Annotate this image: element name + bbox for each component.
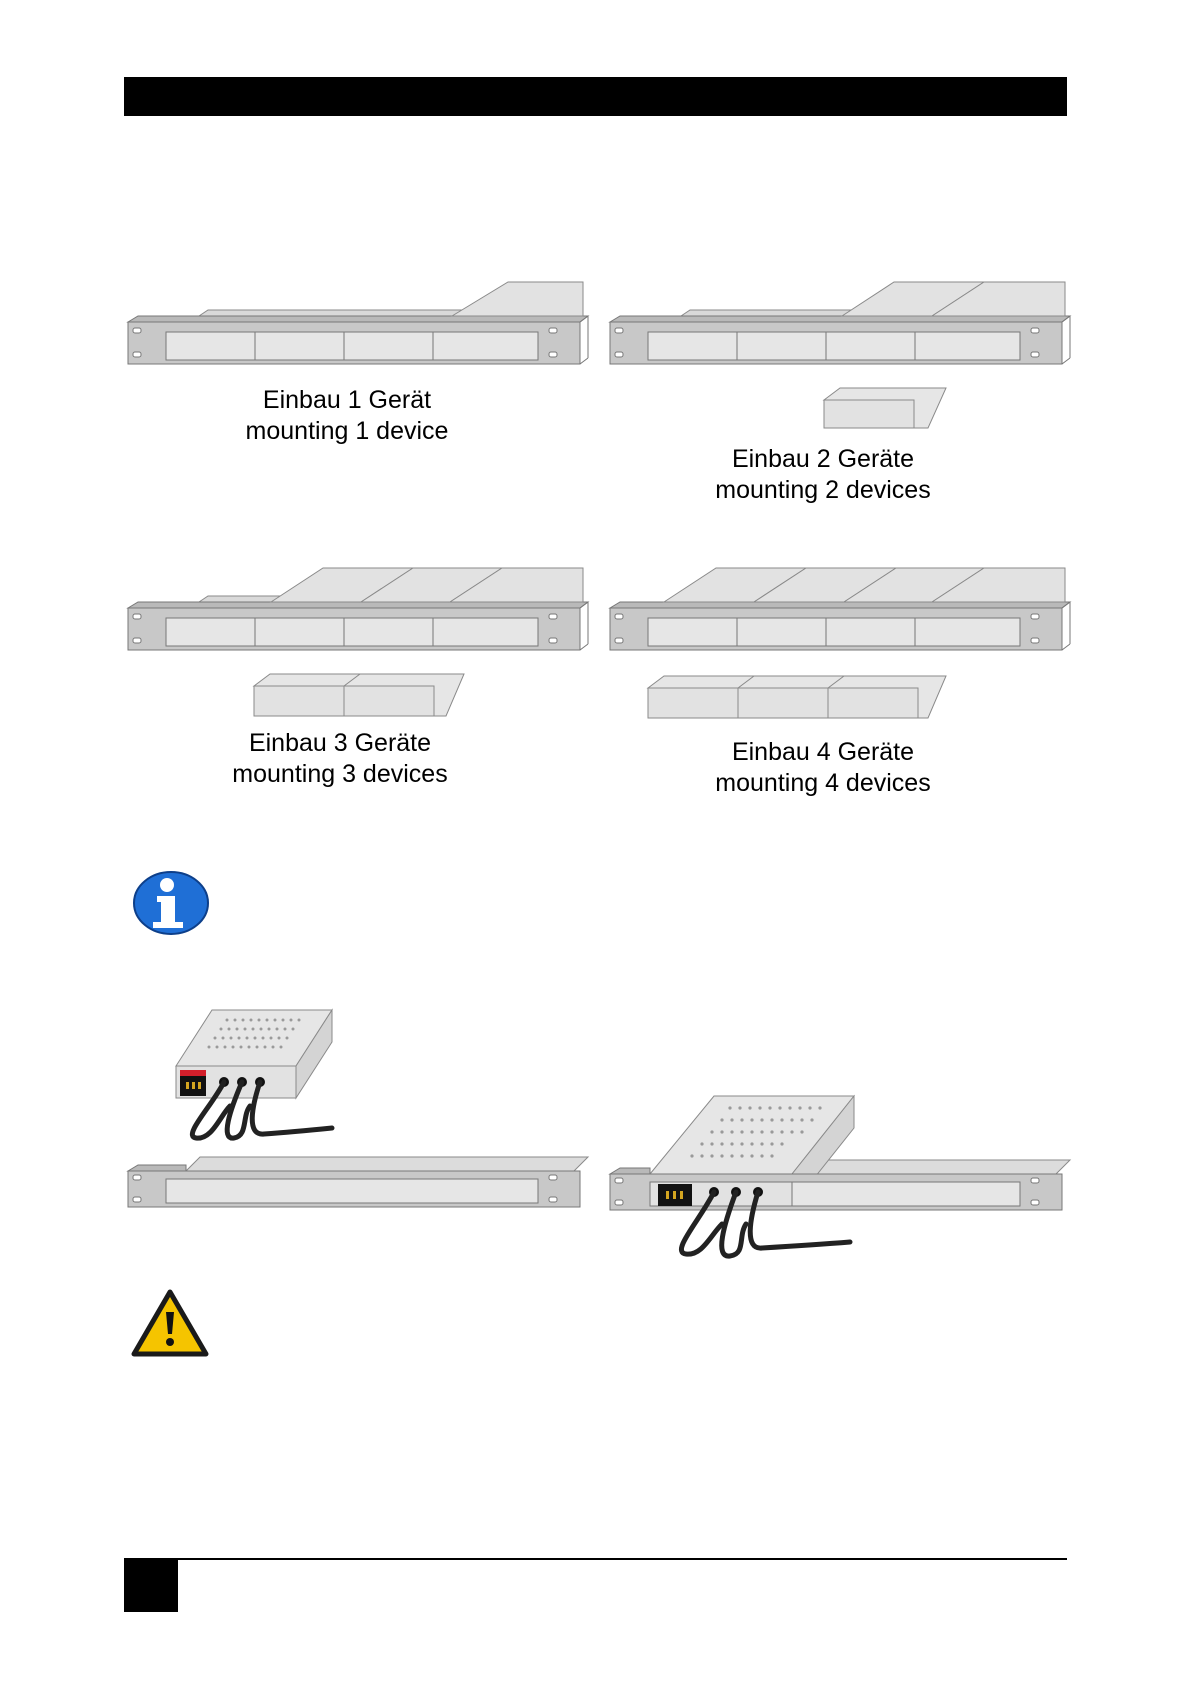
rack-tray-right-installed bbox=[610, 1140, 1070, 1270]
caption-mount-2 bbox=[653, 444, 993, 506]
rack-tray-left bbox=[128, 1157, 588, 1209]
caption-mount-3 bbox=[170, 728, 510, 790]
header-bar bbox=[124, 77, 1067, 116]
caption-mount-4 bbox=[653, 737, 993, 799]
caption-mount-4-de: Einbau 4 Geräte bbox=[731, 738, 915, 766]
info-icon bbox=[131, 870, 211, 936]
rack-illustration-2 bbox=[610, 280, 1070, 370]
caption-mount-2-en: mounting 2 devices bbox=[715, 476, 931, 504]
caption-mount-2-de: Einbau 2 Geräte bbox=[731, 445, 915, 473]
blank-module-2 bbox=[254, 672, 466, 718]
warning-icon bbox=[130, 1288, 210, 1358]
blank-module-1 bbox=[824, 386, 948, 430]
caption-mount-1-de: Einbau 1 Gerät bbox=[262, 386, 432, 414]
caption-mount-1-en: mounting 1 device bbox=[245, 417, 449, 445]
blank-module-3 bbox=[648, 674, 948, 720]
caption-mount-4-en: mounting 4 devices bbox=[715, 769, 931, 797]
page-number-box bbox=[124, 1560, 178, 1612]
footer-rule bbox=[124, 1558, 1067, 1560]
caption-mount-1 bbox=[177, 385, 517, 447]
caption-mount-3-en: mounting 3 devices bbox=[232, 760, 448, 788]
rack-illustration-4 bbox=[610, 566, 1070, 656]
power-supply-module-left bbox=[172, 1006, 342, 1141]
rack-illustration-3 bbox=[128, 566, 588, 656]
rack-illustration-1 bbox=[128, 280, 588, 370]
caption-mount-3-de: Einbau 3 Geräte bbox=[248, 729, 432, 757]
